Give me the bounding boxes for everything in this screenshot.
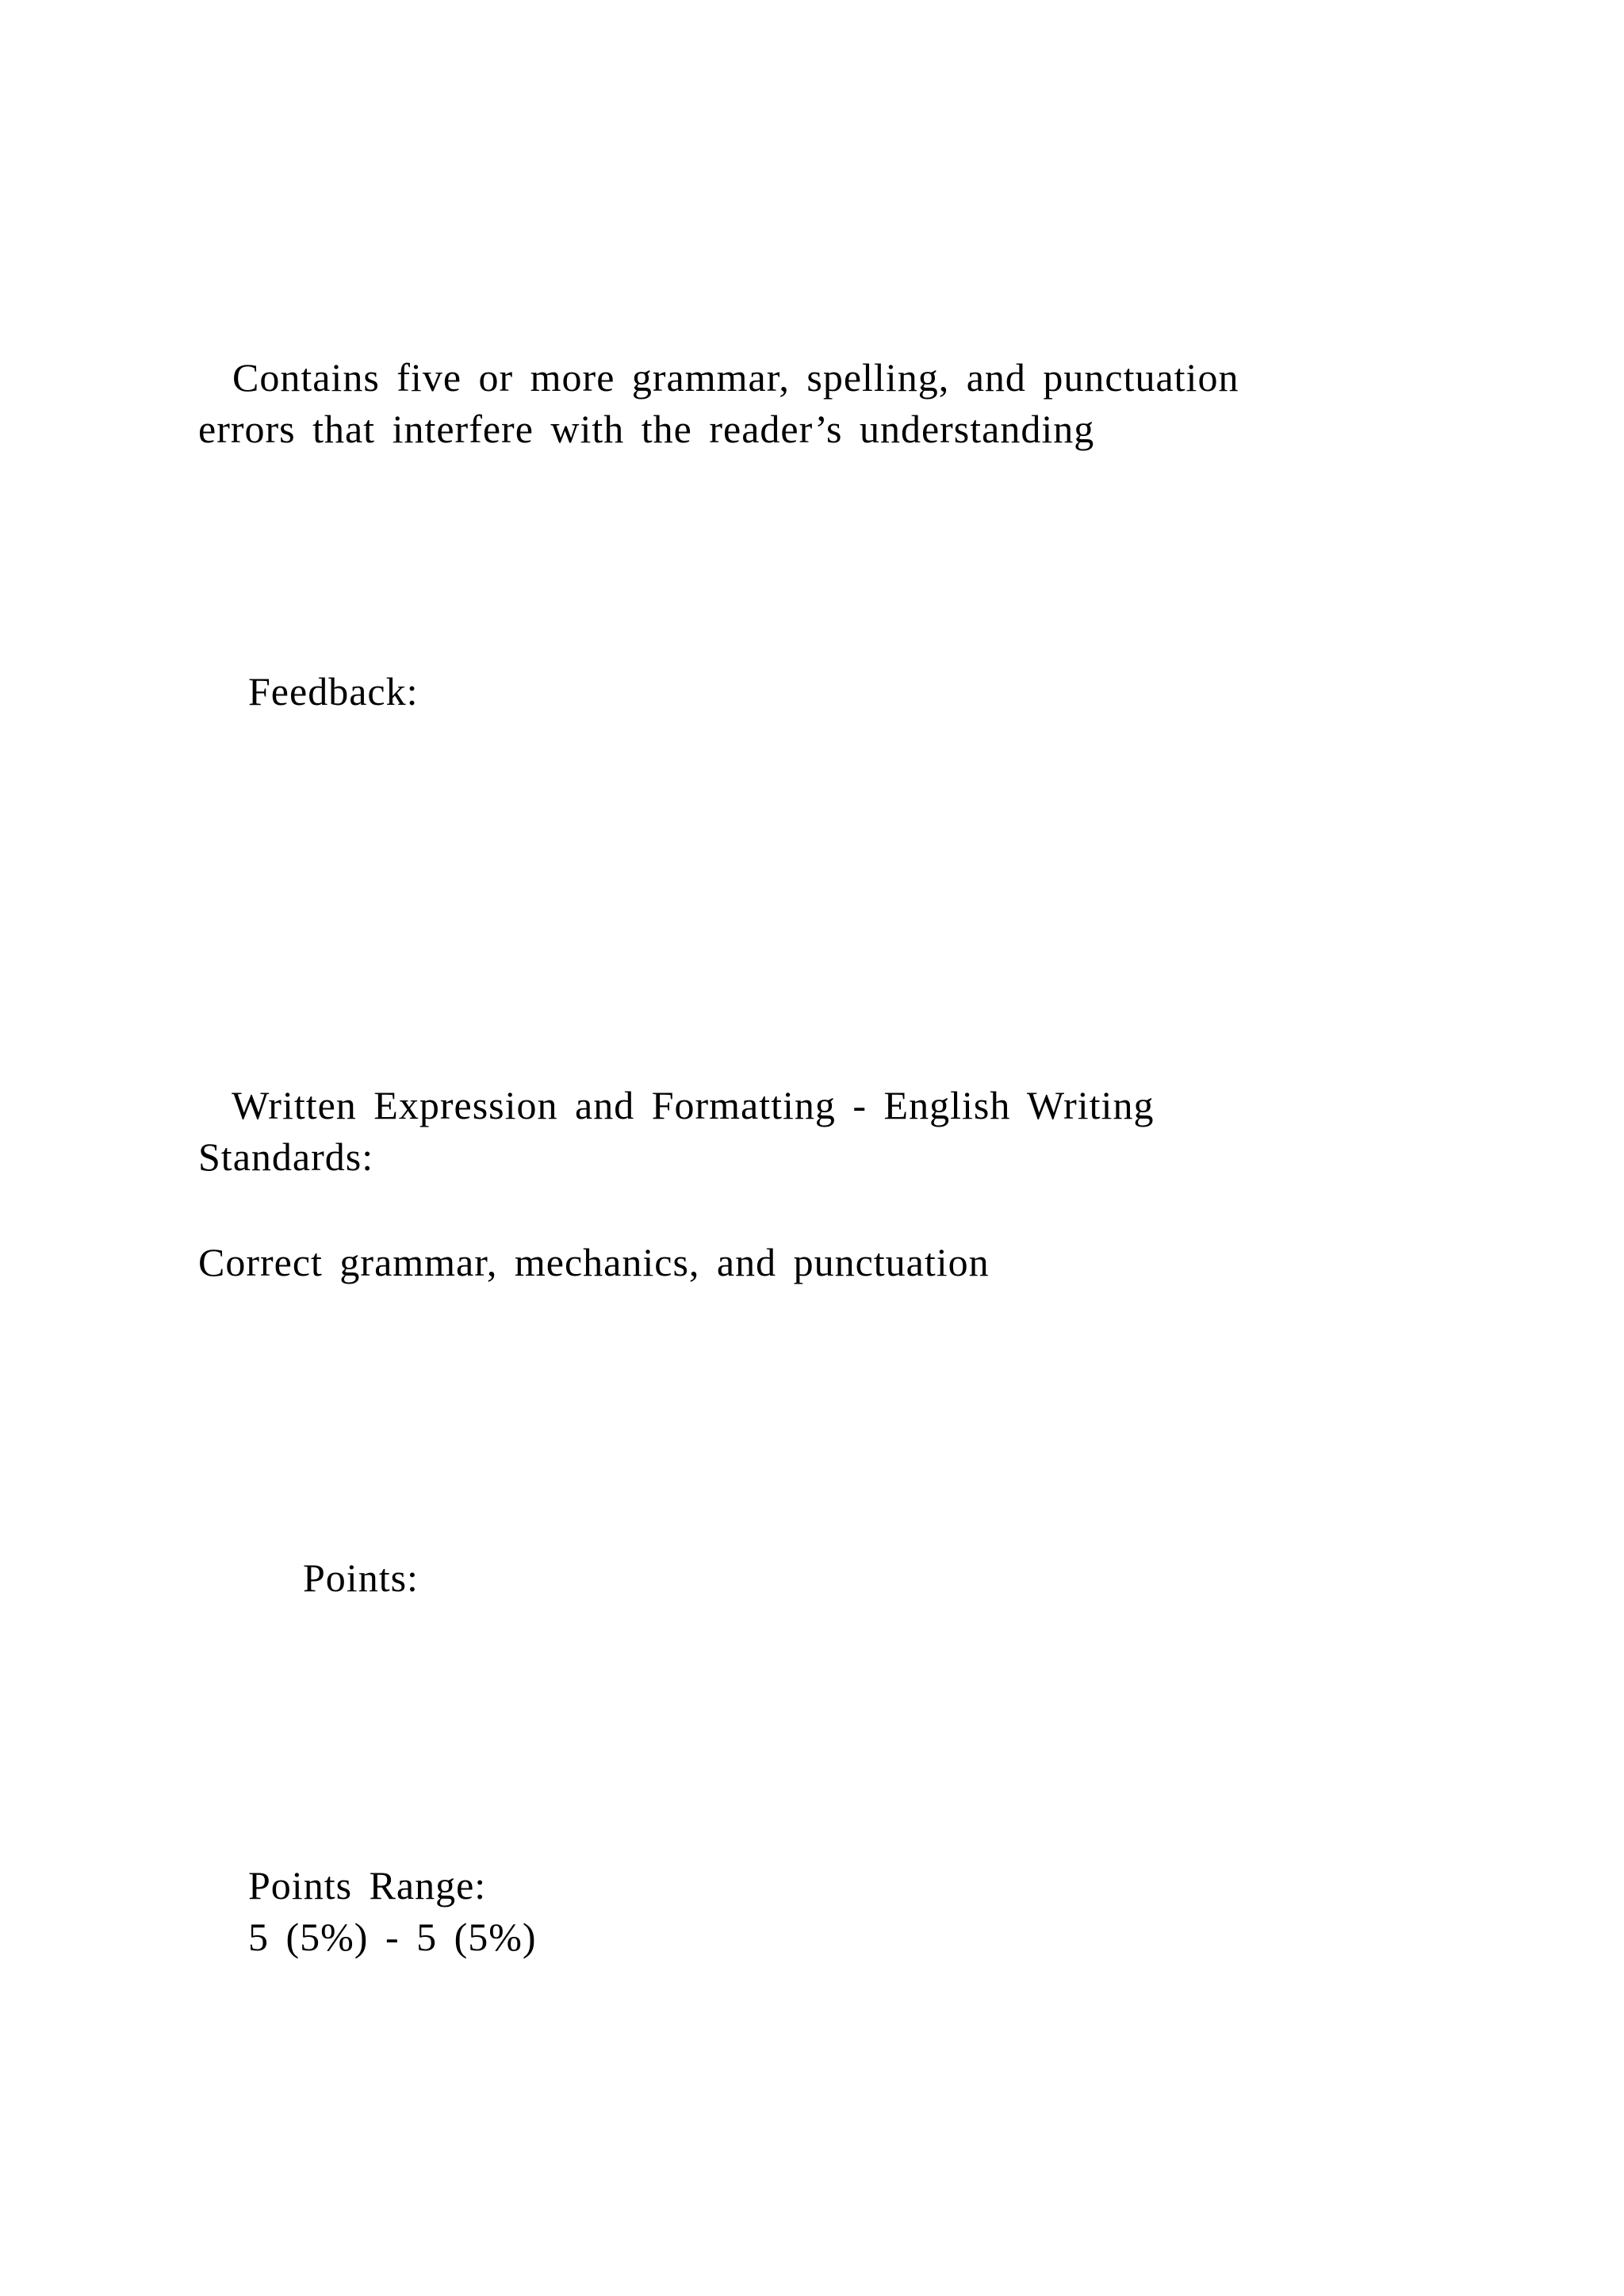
feedback-label: Feedback:: [248, 669, 419, 714]
errors-description-line-2: errors that interfere with the reader’s understanding: [198, 407, 1095, 451]
criterion-description: Correct grammar, mechanics, and punctuation: [198, 1240, 990, 1284]
criterion-title-line-1: Written Expression and Formatting - English Writing: [198, 1083, 1155, 1127]
points-range-label: Points Range:: [248, 1863, 487, 1908]
criterion-title-line-2: Standards:: [198, 1135, 374, 1179]
points-label: Points:: [303, 1556, 419, 1600]
errors-description-line-1: Contains five or more grammar, spelling, and punctuation: [198, 355, 1239, 400]
points-range-value: 5 (5%) - 5 (5%): [248, 1915, 537, 1959]
